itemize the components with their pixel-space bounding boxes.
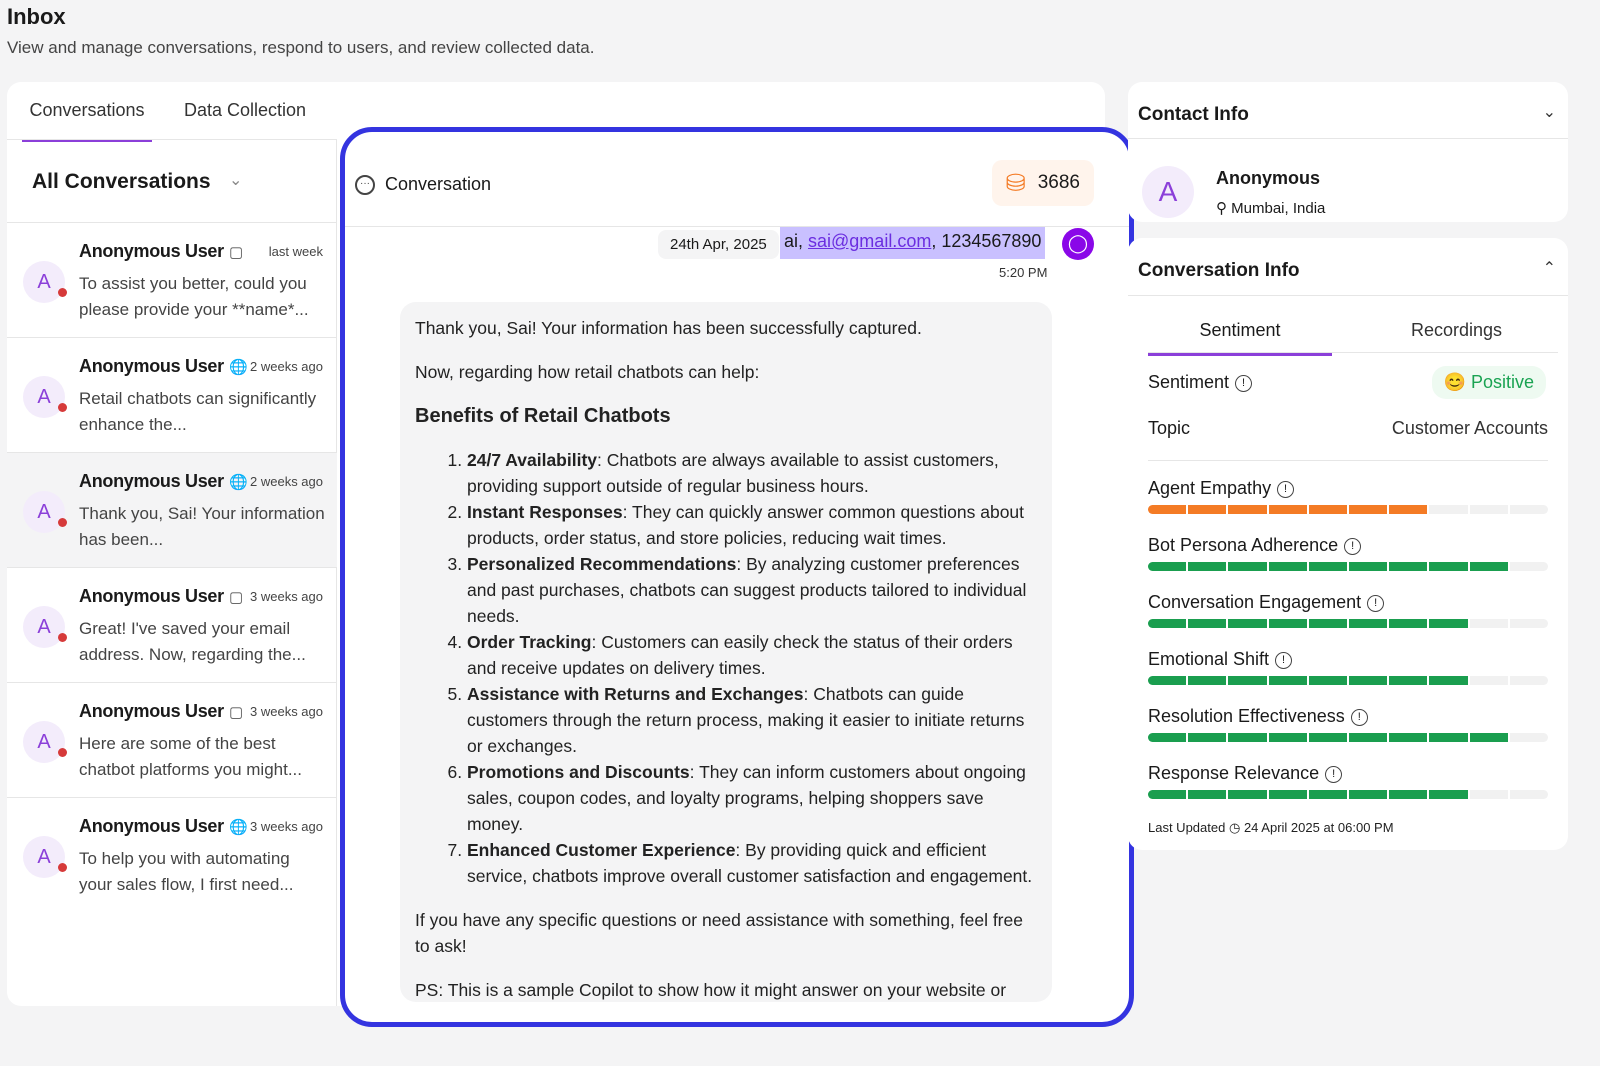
- score-segment: [1148, 676, 1186, 685]
- timestamp: 2 weeks ago: [250, 359, 323, 374]
- web-icon: 🌐: [229, 819, 248, 836]
- info-icon[interactable]: !: [1277, 481, 1294, 498]
- score-segment: [1429, 562, 1467, 571]
- benefit-text: : By providing quick and efficient service, chatbots improve overall customer satisfaction and engagement.: [467, 840, 1033, 886]
- score-segment: [1470, 790, 1508, 799]
- info-icon[interactable]: !: [1235, 375, 1252, 392]
- benefit-item: [467, 837, 1037, 889]
- user-name: Anonymous User: [79, 241, 224, 261]
- contact-name: Anonymous: [1216, 168, 1321, 188]
- score-segment: [1148, 505, 1186, 514]
- metric: [1148, 649, 1548, 685]
- score-segment: [1148, 733, 1186, 742]
- timestamp: 3 weeks ago: [250, 589, 323, 604]
- conversation-item[interactable]: [7, 797, 337, 912]
- score-segment: [1510, 505, 1548, 514]
- topic-value: Customer Accounts: [1391, 418, 1548, 438]
- status-dot: [58, 748, 67, 757]
- conversation-item[interactable]: [7, 222, 337, 337]
- info-icon[interactable]: !: [1275, 652, 1292, 669]
- score-segment: [1429, 505, 1467, 514]
- user-name: Anonymous User: [79, 471, 224, 491]
- conversation-list: [7, 140, 337, 1006]
- score-segment: [1148, 562, 1186, 571]
- metric: [1148, 763, 1548, 799]
- score-segment: [1389, 505, 1427, 514]
- tab-data-collection[interactable]: Data Collection: [184, 100, 307, 120]
- avatar-letter: A: [37, 846, 51, 868]
- chat-icon: ▢: [229, 589, 244, 606]
- score-segment: [1309, 619, 1347, 628]
- contact-info-header[interactable]: Contact Info: [1138, 104, 1249, 125]
- status-dot: [58, 863, 67, 872]
- credits-badge: [992, 160, 1094, 206]
- benefit-text: : Chatbots can guide customers through the return process, making it easier to initiate returns or exchanges.: [467, 684, 1025, 756]
- user-message-text: , 1234567890: [931, 231, 1042, 251]
- clock-icon: ◷: [1228, 820, 1241, 835]
- score-segment: [1309, 676, 1347, 685]
- score-segment: [1510, 676, 1548, 685]
- web-icon: 🌐: [229, 359, 248, 376]
- score-segment: [1510, 562, 1548, 571]
- metric-label: [1148, 592, 1548, 613]
- score-segment: [1269, 562, 1307, 571]
- web-icon: 🌐: [229, 474, 248, 491]
- chat-icon: ▢: [229, 704, 244, 721]
- score-segment: [1309, 790, 1347, 799]
- benefits-list: [415, 447, 1037, 889]
- conversation-item[interactable]: [7, 337, 337, 452]
- user-icon: ◯: [1062, 228, 1094, 260]
- chat-icon: ▢: [229, 244, 244, 261]
- score-bar: [1148, 790, 1548, 799]
- tab-sentiment[interactable]: Sentiment: [1148, 320, 1332, 356]
- avatar: [23, 721, 65, 763]
- page-title: Inbox: [7, 4, 66, 29]
- score-segment: [1228, 562, 1266, 571]
- chevron-down-icon[interactable]: ⌄: [1542, 104, 1556, 121]
- message-time: 5:20 PM: [999, 265, 1048, 280]
- benefit-item: [467, 447, 1037, 499]
- metric: [1148, 478, 1548, 514]
- score-segment: [1148, 619, 1186, 628]
- bot-text: PS: This is a sample Copilot to show how it might answer on your website or: [415, 980, 1007, 1000]
- score-segment: [1228, 676, 1266, 685]
- score-bar: [1148, 619, 1548, 628]
- user-name: Anonymous User: [79, 816, 224, 836]
- status-dot: [58, 518, 67, 527]
- message-preview: To assist you better, could you please provide your **name*...: [79, 274, 309, 319]
- avatar-letter: A: [37, 386, 51, 408]
- score-segment: [1269, 790, 1307, 799]
- divider: [1128, 138, 1568, 139]
- score-segment: [1470, 619, 1508, 628]
- conversation-info-card: [1128, 238, 1568, 850]
- benefit-title: Order Tracking: [467, 632, 592, 652]
- metric-label: [1148, 478, 1548, 499]
- timestamp: 3 weeks ago: [250, 704, 323, 719]
- avatar: [23, 836, 65, 878]
- benefit-title: Enhanced Customer Experience: [467, 840, 736, 860]
- timestamp: 2 weeks ago: [250, 474, 323, 489]
- score-segment: [1389, 733, 1427, 742]
- bot-text: If you have any specific questions or need assistance with something, feel free to ask!: [415, 910, 1023, 956]
- benefit-title: Promotions and Discounts: [467, 762, 690, 782]
- benefit-title: Instant Responses: [467, 502, 623, 522]
- coins-icon: ⛁: [1005, 169, 1026, 197]
- score-segment: [1188, 562, 1226, 571]
- divider: [1148, 352, 1558, 353]
- status-dot: [58, 288, 67, 297]
- avatar: [23, 606, 65, 648]
- last-updated-value: 24 April 2025 at 06:00 PM: [1243, 820, 1394, 835]
- message-preview: Retail chatbots can significantly enhance the...: [79, 389, 317, 434]
- score-segment: [1269, 733, 1307, 742]
- score-segment: [1188, 676, 1226, 685]
- avatar-letter: A: [37, 501, 51, 523]
- metric: [1148, 592, 1548, 628]
- avatar-letter: A: [37, 616, 51, 638]
- sentiment-value: Positive: [1470, 372, 1534, 392]
- metric-name: Response Relevance: [1148, 763, 1320, 783]
- topic-label: Topic: [1148, 418, 1191, 438]
- sentiment-label: [1148, 372, 1252, 393]
- benefit-text: : They can inform customers about ongoing sales, coupon codes, and loyalty programs, helping shoppers save money.: [467, 762, 1026, 834]
- score-segment: [1510, 733, 1548, 742]
- conversation-filter[interactable]: All Conversations: [32, 170, 211, 193]
- benefit-text: : Chatbots are always available to assist customers, providing support outside of regular business hours.: [467, 450, 999, 496]
- score-segment: [1269, 676, 1307, 685]
- avatar: [23, 491, 65, 533]
- benefit-title: Personalized Recommendations: [467, 554, 737, 574]
- info-icon[interactable]: !: [1325, 766, 1342, 783]
- score-segment: [1510, 790, 1548, 799]
- score-segment: [1309, 562, 1347, 571]
- metric-label: [1148, 649, 1548, 670]
- metric-name: Agent Empathy: [1148, 478, 1272, 498]
- tab-recordings[interactable]: Recordings: [1411, 320, 1503, 340]
- avatar-letter: A: [37, 271, 51, 293]
- score-bar: [1148, 505, 1548, 514]
- conversation-info-header[interactable]: Conversation Info: [1138, 260, 1300, 281]
- score-segment: [1269, 505, 1307, 514]
- timestamp: 3 weeks ago: [250, 819, 323, 834]
- bot-message: [400, 302, 1052, 1002]
- score-segment: [1510, 619, 1548, 628]
- user-message: [780, 227, 1045, 259]
- score-segment: [1188, 733, 1226, 742]
- user-name: Anonymous User: [79, 586, 224, 606]
- score-bar: [1148, 676, 1548, 685]
- score-segment: [1309, 733, 1347, 742]
- message-preview: Here are some of the best chatbot platforms you might...: [79, 734, 302, 779]
- score-segment: [1470, 505, 1508, 514]
- score-bar: [1148, 733, 1548, 742]
- chevron-up-icon[interactable]: ⌃: [1542, 260, 1556, 277]
- user-message-text: ai,: [784, 231, 809, 251]
- divider: [1128, 295, 1568, 296]
- score-segment: [1269, 619, 1307, 628]
- timestamp: last week: [268, 244, 323, 259]
- benefit-text: : By analyzing customer preferences and past purchases, chatbots can suggest products tailored to individual needs.: [467, 554, 1027, 626]
- benefit-title: 24/7 Availability: [467, 450, 598, 470]
- metric: [1148, 535, 1548, 571]
- info-icon[interactable]: !: [1344, 538, 1361, 555]
- bot-heading: Benefits of Retail Chatbots: [415, 405, 671, 427]
- score-segment: [1429, 733, 1467, 742]
- conversation-item[interactable]: [7, 682, 337, 797]
- score-segment: [1470, 562, 1508, 571]
- avatar: [23, 261, 65, 303]
- chat-bubble-icon: ···: [355, 175, 375, 195]
- metric-label: [1148, 535, 1548, 556]
- avatar: [23, 376, 65, 418]
- score-segment: [1349, 562, 1387, 571]
- location-pin-icon: ⚲: [1216, 200, 1232, 217]
- message-preview: To help you with automating your sales flow, I first need...: [79, 849, 294, 894]
- benefit-item: [467, 681, 1037, 759]
- score-segment: [1349, 505, 1387, 514]
- score-segment: [1389, 619, 1427, 628]
- conversation-title: Conversation: [385, 174, 492, 194]
- conversation-header: [345, 132, 1129, 227]
- benefit-item: [467, 759, 1037, 837]
- email-link[interactable]: sai@gmail.com: [808, 231, 932, 251]
- contact-info-card: [1128, 82, 1568, 222]
- benefit-title: Assistance with Returns and Exchanges: [467, 684, 804, 704]
- metric-label: [1148, 706, 1548, 727]
- metric-name: Conversation Engagement: [1148, 592, 1362, 612]
- score-segment: [1429, 619, 1467, 628]
- sentiment-badge: [1432, 366, 1546, 399]
- score-segment: [1228, 733, 1266, 742]
- benefit-item: [467, 499, 1037, 551]
- score-segment: [1228, 619, 1266, 628]
- info-icon[interactable]: !: [1351, 709, 1368, 726]
- bot-text: Thank you, Sai! Your information has been successfully captured.: [415, 318, 922, 338]
- date-chip: 24th Apr, 2025: [658, 230, 779, 259]
- benefit-item: [467, 629, 1037, 681]
- metric-name: Bot Persona Adherence: [1148, 535, 1339, 555]
- score-segment: [1349, 733, 1387, 742]
- benefit-text: : They can quickly answer common questions about products, order status, and store policies, reducing wait times.: [467, 502, 1025, 548]
- metric: [1148, 706, 1548, 742]
- last-updated-label: Last Updated: [1148, 820, 1226, 835]
- score-segment: [1228, 505, 1266, 514]
- metric-label: [1148, 763, 1548, 784]
- tab-conversations[interactable]: Conversations: [22, 100, 152, 142]
- score-segment: [1188, 505, 1226, 514]
- credits-count: 3686: [1037, 172, 1080, 193]
- score-segment: [1148, 790, 1186, 799]
- chevron-down-icon[interactable]: ⌄: [229, 172, 243, 189]
- score-segment: [1389, 676, 1427, 685]
- benefit-item: [467, 551, 1037, 629]
- metric-name: Resolution Effectiveness: [1148, 706, 1345, 726]
- score-segment: [1389, 562, 1427, 571]
- page-subtitle: View and manage conversations, respond to users, and review collected data.: [7, 38, 595, 57]
- conversation-item[interactable]: [7, 567, 337, 682]
- score-segment: [1228, 790, 1266, 799]
- score-segment: [1349, 790, 1387, 799]
- score-segment: [1429, 790, 1467, 799]
- message-preview: Thank you, Sai! Your information has been...: [79, 504, 325, 549]
- avatar: A: [1142, 166, 1194, 218]
- smile-icon: 😊: [1443, 372, 1466, 392]
- score-segment: [1470, 733, 1508, 742]
- divider: [1148, 460, 1548, 461]
- contact-location: [1216, 199, 1325, 217]
- benefit-text: : Customers can easily check the status of their orders and receive updates on delivery times.: [467, 632, 1013, 678]
- last-updated: [1148, 820, 1394, 836]
- info-icon[interactable]: !: [1367, 595, 1384, 612]
- score-segment: [1389, 790, 1427, 799]
- user-name: Anonymous User: [79, 356, 224, 376]
- score-segment: [1349, 619, 1387, 628]
- status-dot: [58, 403, 67, 412]
- metric-name: Emotional Shift: [1148, 649, 1270, 669]
- score-segment: [1309, 505, 1347, 514]
- conversation-item[interactable]: [7, 452, 337, 567]
- score-segment: [1429, 676, 1467, 685]
- bot-text: Now, regarding how retail chatbots can help:: [415, 362, 760, 382]
- score-segment: [1349, 676, 1387, 685]
- score-segment: [1470, 676, 1508, 685]
- avatar-letter: A: [37, 731, 51, 753]
- message-preview: Great! I've saved your email address. Now, regarding the...: [79, 619, 306, 664]
- score-bar: [1148, 562, 1548, 571]
- score-segment: [1188, 790, 1226, 799]
- score-segment: [1188, 619, 1226, 628]
- sentiment-label-text: Sentiment: [1148, 372, 1230, 392]
- status-dot: [58, 633, 67, 642]
- location-text: Mumbai, India: [1231, 200, 1326, 217]
- user-name: Anonymous User: [79, 701, 224, 721]
- conversation-panel: [340, 127, 1134, 1027]
